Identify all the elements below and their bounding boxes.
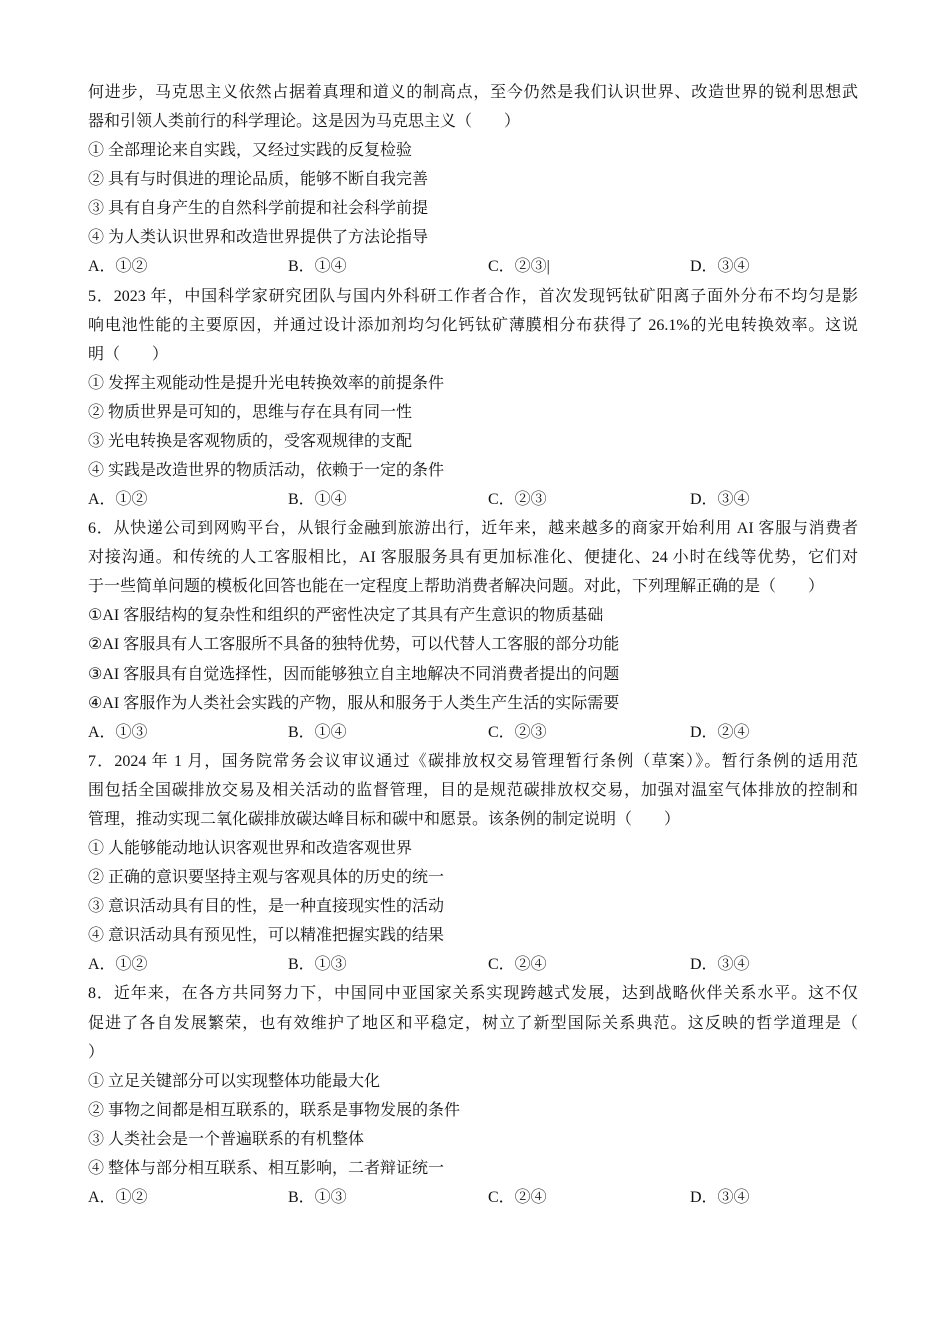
answer-options [88,1183,858,1212]
question-stem-line: ） [88,1043,105,1061]
question-stem-line: 器和引领人类前行的科学理论。这是因为马克思主义（ ） [88,113,521,131]
statement-item: ③ 人类社会是一个普遍联系的有机整体 [88,1130,365,1148]
answer-options [88,485,858,514]
statement-item: ④ 实践是改造世界的物质活动，依赖于一定的条件 [88,462,445,480]
question-stem-line: 5．2023 年，中国科学家研究团队与国内外科研工作者合作，首次发现钙钛矿阳离子面外分布不均匀是影 [88,287,858,305]
question-7 [88,747,858,980]
statement-item: ③ 具有自身产生的自然科学前提和社会科学前提 [88,200,429,218]
question-stem-line: 围包括全国碳排放交易及相关活动的监督管理，目的是规范碳排放权交易，加强对温室气体排放的控制和 [88,781,858,799]
statement-item: ② 物质世界是可知的，思维与存在具有同一性 [88,403,413,421]
statement-item: ④ 整体与部分相互联系、相互影响，二者辩证统一 [88,1159,445,1177]
answer-options [88,950,858,979]
statement-item: ④ 为人类认识世界和改造世界提供了方法论指导 [88,229,429,247]
answer-option-c[interactable]: C．②③ [488,723,547,741]
answer-option-b[interactable]: B．①④ [288,491,347,509]
statement-item: ① 发挥主观能动性是提升光电转换效率的前提条件 [88,374,445,392]
statement-item: ② 具有与时俱进的理论品质，能够不断自我完善 [88,171,429,189]
statement-item: ② 正确的意识要坚持主观与客观具体的历史的统一 [88,869,445,887]
answer-option-b[interactable]: B．①④ [288,723,347,741]
statement-item: ① 人能够能动地认识客观世界和改造客观世界 [88,840,413,858]
exam-page [88,78,858,1212]
answer-option-a[interactable]: A．①② [88,956,148,974]
statement-item: ① 全部理论来自实践，又经过实践的反复检验 [88,142,413,160]
answer-option-c[interactable]: C．②④ [488,1188,547,1206]
answer-option-c[interactable]: C．②③ [488,491,547,509]
question-stem-line: 8．近年来，在各方共同努力下，中国同中亚国家关系实现跨越式发展，达到战略伙伴关系水平。这不仅 [88,985,858,1003]
question-stem-line: 响电池性能的主要原因，并通过设计添加剂均匀化钙钛矿薄膜相分布获得了 26.1%的光电转换效率。这说 [88,316,858,334]
question-stem-line: 对接沟通。和传统的人工客服相比，AI 客服服务具有更加标准化、便捷化、24 小时在线等优势，它们对 [88,549,858,567]
statement-item: ④ 意识活动具有预见性，可以精准把握实践的结果 [88,927,445,945]
answer-options [88,718,858,747]
answer-option-d[interactable]: D．②④ [690,723,750,741]
question-8 [88,979,858,1212]
question-stem-line: 管理，推动实现二氧化碳排放碳达峰目标和碳中和愿景。该条例的制定说明（ ） [88,810,681,828]
answer-options [88,252,858,281]
statement-item: ① 立足关键部分可以实现整体功能最大化 [88,1072,381,1090]
question-stem-line: 明（ ） [88,345,169,363]
question-5 [88,282,858,515]
answer-option-d[interactable]: D．③④ [690,1188,750,1206]
answer-option-a[interactable]: A．①② [88,491,148,509]
statement-item: ③ 光电转换是客观物质的，受客观规律的支配 [88,432,413,450]
question-stem-line: 促进了各自发展繁荣，也有效维护了地区和平稳定，树立了新型国际关系典范。这反映的哲学道理是（ [88,1014,858,1032]
question-continued [88,78,858,282]
answer-option-a[interactable]: A．①② [88,1188,148,1206]
answer-option-a[interactable]: A．①③ [88,723,148,741]
statement-item: ④AI 客服作为人类社会实践的产物，服从和服务于人类生产生活的实际需要 [88,694,620,712]
statement-item: ②AI 客服具有人工客服所不具备的独特优势，可以代替人工客服的部分功能 [88,636,620,654]
answer-option-d[interactable]: D．③④ [690,491,750,509]
question-stem-line: 于一些简单问题的模板化回答也能在一定程度上帮助消费者解决问题。对此，下列理解正确的是（ ） [88,578,825,596]
answer-option-c[interactable]: C．②③| [488,258,550,276]
question-stem-line: 7．2024 年 1 月，国务院常务会议审议通过《碳排放权交易管理暂行条例（草案）》。暂行条例的适用范 [88,752,858,770]
question-stem-line: 6．从快递公司到网购平台，从银行金融到旅游出行，近年来，越来越多的商家开始利用 AI 客服与消费者 [88,520,858,538]
statement-item: ①AI 客服结构的复杂性和组织的严密性决定了其具有产生意识的物质基础 [88,607,604,625]
answer-option-d[interactable]: D．③④ [690,258,750,276]
answer-option-a[interactable]: A．①② [88,258,148,276]
answer-option-c[interactable]: C．②④ [488,956,547,974]
answer-option-d[interactable]: D．③④ [690,956,750,974]
statement-item: ③ 意识活动具有目的性，是一种直接现实性的活动 [88,898,445,916]
question-6 [88,514,858,747]
statement-item: ② 事物之间都是相互联系的，联系是事物发展的条件 [88,1101,461,1119]
question-stem-line: 何进步，马克思主义依然占据着真理和道义的制高点，至今仍然是我们认识世界、改造世界的锐利思想武 [88,84,858,101]
answer-option-b[interactable]: B．①③ [288,956,347,974]
answer-option-b[interactable]: B．①③ [288,1188,347,1206]
statement-item: ③AI 客服具有自觉选择性，因而能够独立自主地解决不同消费者提出的问题 [88,665,620,683]
answer-option-b[interactable]: B．①④ [288,258,347,276]
